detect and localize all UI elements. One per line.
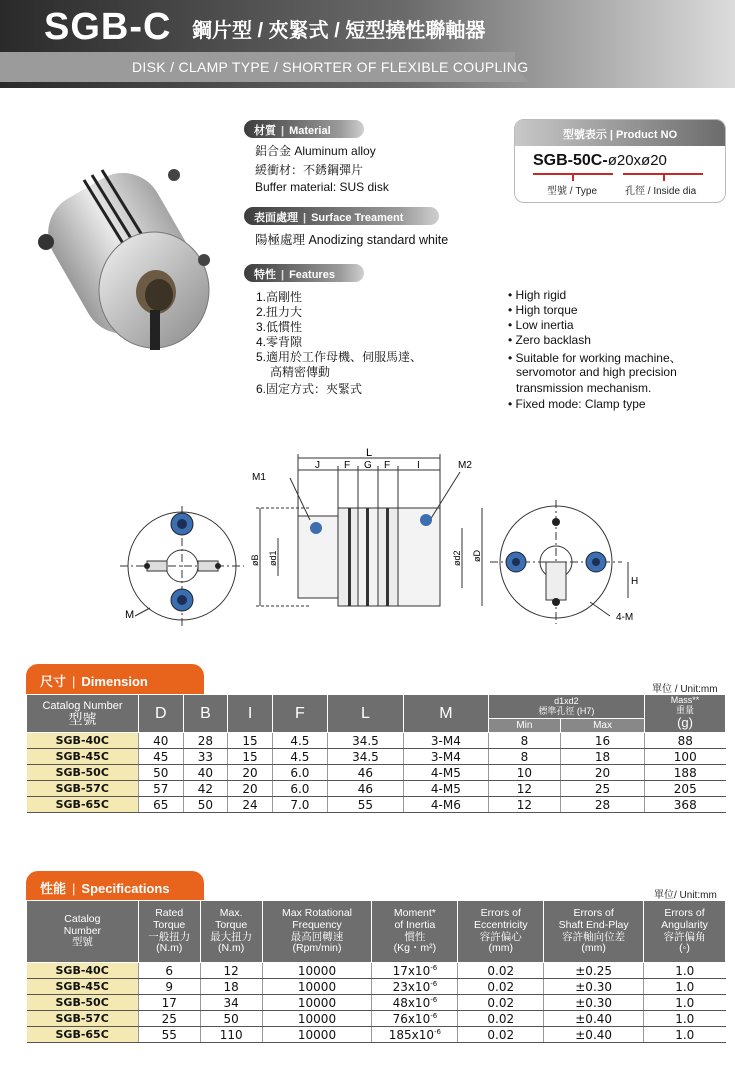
dimension-cell: 33 xyxy=(183,749,228,765)
label-D: øD xyxy=(472,550,482,562)
spec-value: 23x10 xyxy=(392,979,431,994)
dimension-cell: 12 xyxy=(488,797,560,813)
dimension-cell: 46 xyxy=(327,765,403,781)
dimension-cell: 20 xyxy=(228,781,273,797)
specs-tab: 性能 | Specifications xyxy=(26,871,204,901)
label-H: H xyxy=(631,576,639,587)
feature-en-item: • Zero backlash xyxy=(508,333,591,347)
feature-cn-item: 2.扭力大 xyxy=(256,305,303,319)
spec-value: 9 xyxy=(165,979,174,994)
dimension-cell: 7.0 xyxy=(272,797,327,813)
material-line-1: 鋁合金 Aluminum alloy xyxy=(255,144,376,158)
spec-value: SGB-65C xyxy=(55,1028,109,1041)
spec-col-catalog xyxy=(27,901,139,963)
spec-cell xyxy=(644,1027,726,1043)
dimension-cell: 20 xyxy=(561,765,645,781)
spec-value: 6 xyxy=(165,963,174,978)
spec-cell xyxy=(200,995,262,1011)
spec-value: 0.02 xyxy=(487,1011,515,1026)
page-subtitle-cn: 鋼片型 / 夾緊式 / 短型撓性聯軸器 xyxy=(192,20,486,42)
dimension-cell: 40 xyxy=(139,733,184,749)
spec-cell xyxy=(200,963,262,979)
dimension-row xyxy=(27,749,726,765)
spec-cell xyxy=(644,979,726,995)
spec-cell xyxy=(200,1011,262,1027)
spec-value: 10000 xyxy=(297,995,337,1010)
specs-unit: 單位/ Unit:mm xyxy=(654,890,717,901)
spec-col-inertia xyxy=(372,901,458,963)
spec-value: 185x10 xyxy=(388,1027,435,1042)
spec-value: 0.02 xyxy=(487,963,515,978)
spec-value: 1.0 xyxy=(675,963,695,978)
type-label: 型號 / Type xyxy=(547,186,598,197)
label-M2: M2 xyxy=(458,460,472,471)
dim-col-catalog: Catalog Number 型號 xyxy=(27,695,139,733)
spec-value: 10000 xyxy=(297,979,337,994)
spec-cell xyxy=(200,1027,262,1043)
dimension-cell: 3-M4 xyxy=(403,733,488,749)
spec-value: 18 xyxy=(223,979,239,994)
feature-cn-item: 高精密傳動 xyxy=(270,365,331,379)
spec-cell xyxy=(458,1027,544,1043)
dimension-cell: 18 xyxy=(561,749,645,765)
spec-header-line: Torque xyxy=(153,918,186,931)
feature-en-item: • High torque xyxy=(508,303,578,317)
dimension-cell: 4.5 xyxy=(272,733,327,749)
spec-value: 110 xyxy=(219,1027,243,1042)
dimension-cell: 4.5 xyxy=(272,749,327,765)
spec-cell xyxy=(262,1011,372,1027)
surface-line-1: 陽極處理 Anodizing standard white xyxy=(255,233,449,247)
spec-col-max xyxy=(200,901,262,963)
dimension-cell: 28 xyxy=(561,797,645,813)
material-line-2: 緩衝材：不銹鋼彈片 xyxy=(255,163,364,177)
spec-cell xyxy=(458,963,544,979)
material-label: 材質 | Material xyxy=(244,120,364,138)
specs-table xyxy=(26,900,726,1043)
spec-header-line: Catalog xyxy=(64,913,101,926)
spec-header-line: 慣性 xyxy=(404,930,426,943)
catalog-number xyxy=(27,1027,139,1043)
spec-cell xyxy=(372,995,458,1011)
dimension-cell: 8 xyxy=(488,733,560,749)
dimension-cell: 6.0 xyxy=(272,781,327,797)
spec-cell xyxy=(544,1011,644,1027)
spec-header-line: 最高回轉速 xyxy=(290,930,344,943)
dim-col-F: F xyxy=(272,695,327,733)
spec-cell xyxy=(644,1011,726,1027)
spec-value: 1.0 xyxy=(675,979,695,994)
spec-row xyxy=(27,1027,726,1043)
spec-cell xyxy=(544,979,644,995)
spec-value: 17x10 xyxy=(392,963,431,978)
spec-value: 12 xyxy=(223,963,239,978)
spec-cell xyxy=(262,995,372,1011)
spec-cell xyxy=(644,995,726,1011)
spec-value: 34 xyxy=(223,995,239,1010)
catalog-number: SGB-45C xyxy=(27,749,139,765)
dim-col-B: B xyxy=(183,695,228,733)
spec-cell xyxy=(138,995,200,1011)
inertia-exponent: -6 xyxy=(430,963,438,972)
dimension-cell: 3-M4 xyxy=(403,749,488,765)
dimension-unit: 單位 / Unit:mm xyxy=(652,684,718,695)
dimension-cell: 15 xyxy=(228,733,273,749)
label-J: J xyxy=(315,460,320,471)
dimension-cell: 28 xyxy=(183,733,228,749)
dimension-cell: 12 xyxy=(488,781,560,797)
spec-value: 25 xyxy=(161,1011,177,1026)
label-m-left: M xyxy=(125,609,135,621)
dimension-cell: 368 xyxy=(645,797,726,813)
dim-col-d1d2: d1xd2 標準孔徑 (H7) xyxy=(488,695,644,719)
spec-value: 1.0 xyxy=(675,1011,695,1026)
spec-value: 0.02 xyxy=(487,979,515,994)
dimension-cell: 4-M5 xyxy=(403,765,488,781)
feature-en-item: • Suitable for working machine、 xyxy=(508,351,682,365)
coupling-photo xyxy=(24,150,234,360)
dim-col-M: M xyxy=(403,695,488,733)
catalog-number: SGB-65C xyxy=(27,797,139,813)
spec-header-line: Errors of xyxy=(573,907,614,920)
spec-header-line: Eccentricity xyxy=(473,918,528,931)
label-d1: ød1 xyxy=(268,550,278,566)
dimension-cell: 50 xyxy=(139,765,184,781)
page-title: SGB-C xyxy=(44,6,172,48)
spec-value: 10000 xyxy=(297,1027,337,1042)
dimension-cell: 100 xyxy=(645,749,726,765)
spec-value: 0.02 xyxy=(487,995,515,1010)
spec-cell xyxy=(372,1027,458,1043)
inertia-exponent: -6 xyxy=(430,979,438,988)
spec-cell xyxy=(138,1011,200,1027)
dimension-tab: 尺寸 | Dimension xyxy=(26,664,204,694)
spec-value: ±0.30 xyxy=(575,979,613,994)
spec-header-line: Errors of xyxy=(480,907,521,920)
dimension-cell: 16 xyxy=(561,733,645,749)
inertia-exponent: -6 xyxy=(430,995,438,1004)
spec-header-line: 容許軸向位差 xyxy=(562,930,626,943)
dimension-cell: 6.0 xyxy=(272,765,327,781)
feature-en-item: • Fixed mode: Clamp type xyxy=(508,397,646,411)
surface-label: 表面處理 | Surface Treament xyxy=(244,207,439,225)
spec-cell xyxy=(544,963,644,979)
spec-header-line: 型號 xyxy=(71,936,93,949)
spec-header-line: Shaft End-Play xyxy=(558,918,629,931)
spec-header-line: 一般扭力 xyxy=(148,930,191,943)
dimension-row xyxy=(27,765,726,781)
label-d2: ød2 xyxy=(452,550,462,566)
label-L: L xyxy=(366,448,373,459)
spec-header-line: Rated xyxy=(155,907,184,920)
dimension-row xyxy=(27,781,726,797)
label-F: F xyxy=(344,460,351,471)
label-M1: M1 xyxy=(252,472,266,483)
dimension-cell: 4-M5 xyxy=(403,781,488,797)
dimension-cell: 34.5 xyxy=(327,749,403,765)
spec-header-line: Torque xyxy=(215,918,248,931)
spec-header-line: (◦) xyxy=(679,942,690,955)
spec-header-line: (N.m) xyxy=(218,942,245,955)
inertia-exponent: -6 xyxy=(430,1011,438,1020)
catalog-number xyxy=(27,979,139,995)
dimension-cell: 20 xyxy=(228,765,273,781)
spec-cell xyxy=(262,1027,372,1043)
dia-label: 孔徑 / Inside dia xyxy=(625,186,697,197)
spec-value: 76x10 xyxy=(392,1011,431,1026)
dimension-cell: 188 xyxy=(645,765,726,781)
feature-cn-item: 5.適用於工作母機、伺服馬達、 xyxy=(256,350,423,364)
spec-cell xyxy=(644,963,726,979)
spec-value: 1.0 xyxy=(675,1027,695,1042)
dimension-cell: 8 xyxy=(488,749,560,765)
dimension-table xyxy=(26,694,726,813)
feature-cn-item: 6.固定方式：夾緊式 xyxy=(256,382,363,396)
spec-value: ±0.25 xyxy=(575,963,613,978)
spec-header-line: of Inertia xyxy=(394,918,436,931)
spec-header-line: (Rpm/min) xyxy=(292,942,342,955)
spec-cell xyxy=(138,963,200,979)
label-I: I xyxy=(417,460,420,471)
label-4M: 4-M xyxy=(616,612,634,623)
spec-value: 55 xyxy=(161,1027,177,1042)
dimension-cell: 24 xyxy=(228,797,273,813)
spec-cell xyxy=(138,979,200,995)
feature-cn-item: 1.高剛性 xyxy=(256,290,303,304)
spec-header-line: (N.m) xyxy=(156,942,183,955)
feature-en-item: servomotor and high precision xyxy=(516,365,677,379)
dimension-cell: 205 xyxy=(645,781,726,797)
dim-col-max: Max xyxy=(561,719,645,733)
dimension-cell: 65 xyxy=(139,797,184,813)
spec-value: SGB-40C xyxy=(55,964,109,977)
spec-header-line: Errors of xyxy=(664,907,705,920)
label-F2: F xyxy=(384,460,391,471)
spec-header-line: Frequency xyxy=(292,918,342,931)
dimension-cell: 34.5 xyxy=(327,733,403,749)
dimension-cell: 55 xyxy=(327,797,403,813)
spec-header-line: Max. xyxy=(219,907,243,920)
spec-row xyxy=(27,995,726,1011)
dimension-cell: 42 xyxy=(183,781,228,797)
catalog-number: SGB-40C xyxy=(27,733,139,749)
spec-header-line: 容許偏心 xyxy=(479,930,522,943)
dimension-row xyxy=(27,797,726,813)
dim-col-D: D xyxy=(139,695,184,733)
spec-cell xyxy=(458,1011,544,1027)
inertia-exponent: -6 xyxy=(434,1027,441,1036)
spec-value: 0.02 xyxy=(487,1027,515,1042)
label-B: øB xyxy=(250,554,260,566)
spec-cell xyxy=(544,1027,644,1043)
header-banner xyxy=(0,0,735,88)
dimension-cell: 15 xyxy=(228,749,273,765)
dim-col-L: L xyxy=(327,695,403,733)
product-no-header: 型號表示 | Product NO xyxy=(515,120,725,146)
spec-header-line: Number xyxy=(63,924,102,937)
spec-value: ±0.30 xyxy=(575,995,613,1010)
spec-col-rot xyxy=(262,901,372,963)
dimension-cell: 46 xyxy=(327,781,403,797)
spec-col-ecc xyxy=(458,901,544,963)
dimension-cell: 4-M6 xyxy=(403,797,488,813)
spec-cell xyxy=(544,995,644,1011)
label-G: G xyxy=(364,460,372,471)
spec-value: 1.0 xyxy=(675,995,695,1010)
dimension-cell: 45 xyxy=(139,749,184,765)
feature-cn-item: 4.零背隙 xyxy=(256,335,303,349)
spec-col-ang xyxy=(644,901,726,963)
spec-value: 10000 xyxy=(297,1011,337,1026)
catalog-number: SGB-57C xyxy=(27,781,139,797)
technical-drawing xyxy=(110,448,650,628)
spec-header-line: (Kg・m²) xyxy=(393,942,437,955)
feature-en-item: • Low inertia xyxy=(508,318,574,332)
spec-row xyxy=(27,963,726,979)
catalog-number xyxy=(27,963,139,979)
spec-cell xyxy=(458,995,544,1011)
spec-header-line: (mm) xyxy=(581,942,606,955)
dia-tick xyxy=(663,173,665,181)
spec-value: ±0.40 xyxy=(575,1027,613,1042)
spec-header-line: Max Rotational xyxy=(281,907,353,920)
dimension-cell: 57 xyxy=(139,781,184,797)
spec-cell xyxy=(200,979,262,995)
dim-col-min: Min xyxy=(488,719,560,733)
dim-col-mass: Mass** 重量 (g) xyxy=(645,695,726,733)
spec-cell xyxy=(458,979,544,995)
dimension-cell: 10 xyxy=(488,765,560,781)
spec-header-line: (mm) xyxy=(488,942,514,955)
catalog-number xyxy=(27,1011,139,1027)
spec-header-line: 容許偏角 xyxy=(663,930,706,943)
features-label: 特性 | Features xyxy=(244,264,364,282)
spec-value: SGB-57C xyxy=(55,1012,109,1025)
spec-value: SGB-50C xyxy=(55,996,109,1009)
feature-en-item: transmission mechanism. xyxy=(516,381,652,395)
spec-cell xyxy=(372,963,458,979)
spec-row xyxy=(27,979,726,995)
spec-value: 50 xyxy=(223,1011,239,1026)
dimension-cell: 40 xyxy=(183,765,228,781)
dim-col-I: I xyxy=(228,695,273,733)
page-subtitle-en: DISK / CLAMP TYPE / SHORTER OF FLEXIBLE COUPLING xyxy=(132,59,529,75)
spec-value: SGB-45C xyxy=(55,980,109,993)
dimension-cell: 88 xyxy=(645,733,726,749)
spec-cell xyxy=(262,979,372,995)
catalog-number: SGB-50C xyxy=(27,765,139,781)
spec-cell xyxy=(372,1011,458,1027)
spec-cell xyxy=(138,1027,200,1043)
spec-header-line: 最大扭力 xyxy=(210,930,253,943)
spec-row xyxy=(27,1011,726,1027)
spec-header-line: Angularity xyxy=(661,918,708,931)
product-no-code: SGB-50C-ø20xø20 xyxy=(533,152,667,169)
catalog-number xyxy=(27,995,139,1011)
spec-cell xyxy=(372,979,458,995)
type-tick xyxy=(572,173,574,181)
spec-value: 10000 xyxy=(297,963,337,978)
spec-col-shaft xyxy=(544,901,644,963)
dimension-cell: 50 xyxy=(183,797,228,813)
spec-value: 17 xyxy=(161,995,177,1010)
spec-value: ±0.40 xyxy=(575,1011,613,1026)
dimension-row xyxy=(27,733,726,749)
dimension-cell: 25 xyxy=(561,781,645,797)
feature-cn-item: 3.低慣性 xyxy=(256,320,303,334)
spec-cell xyxy=(262,963,372,979)
spec-col-rated xyxy=(138,901,200,963)
product-no-box xyxy=(514,119,726,203)
material-line-3: Buffer material: SUS disk xyxy=(255,180,389,194)
feature-en-item: • High rigid xyxy=(508,288,567,302)
spec-value: 48x10 xyxy=(392,995,431,1010)
spec-header-line: Moment* xyxy=(393,907,436,920)
